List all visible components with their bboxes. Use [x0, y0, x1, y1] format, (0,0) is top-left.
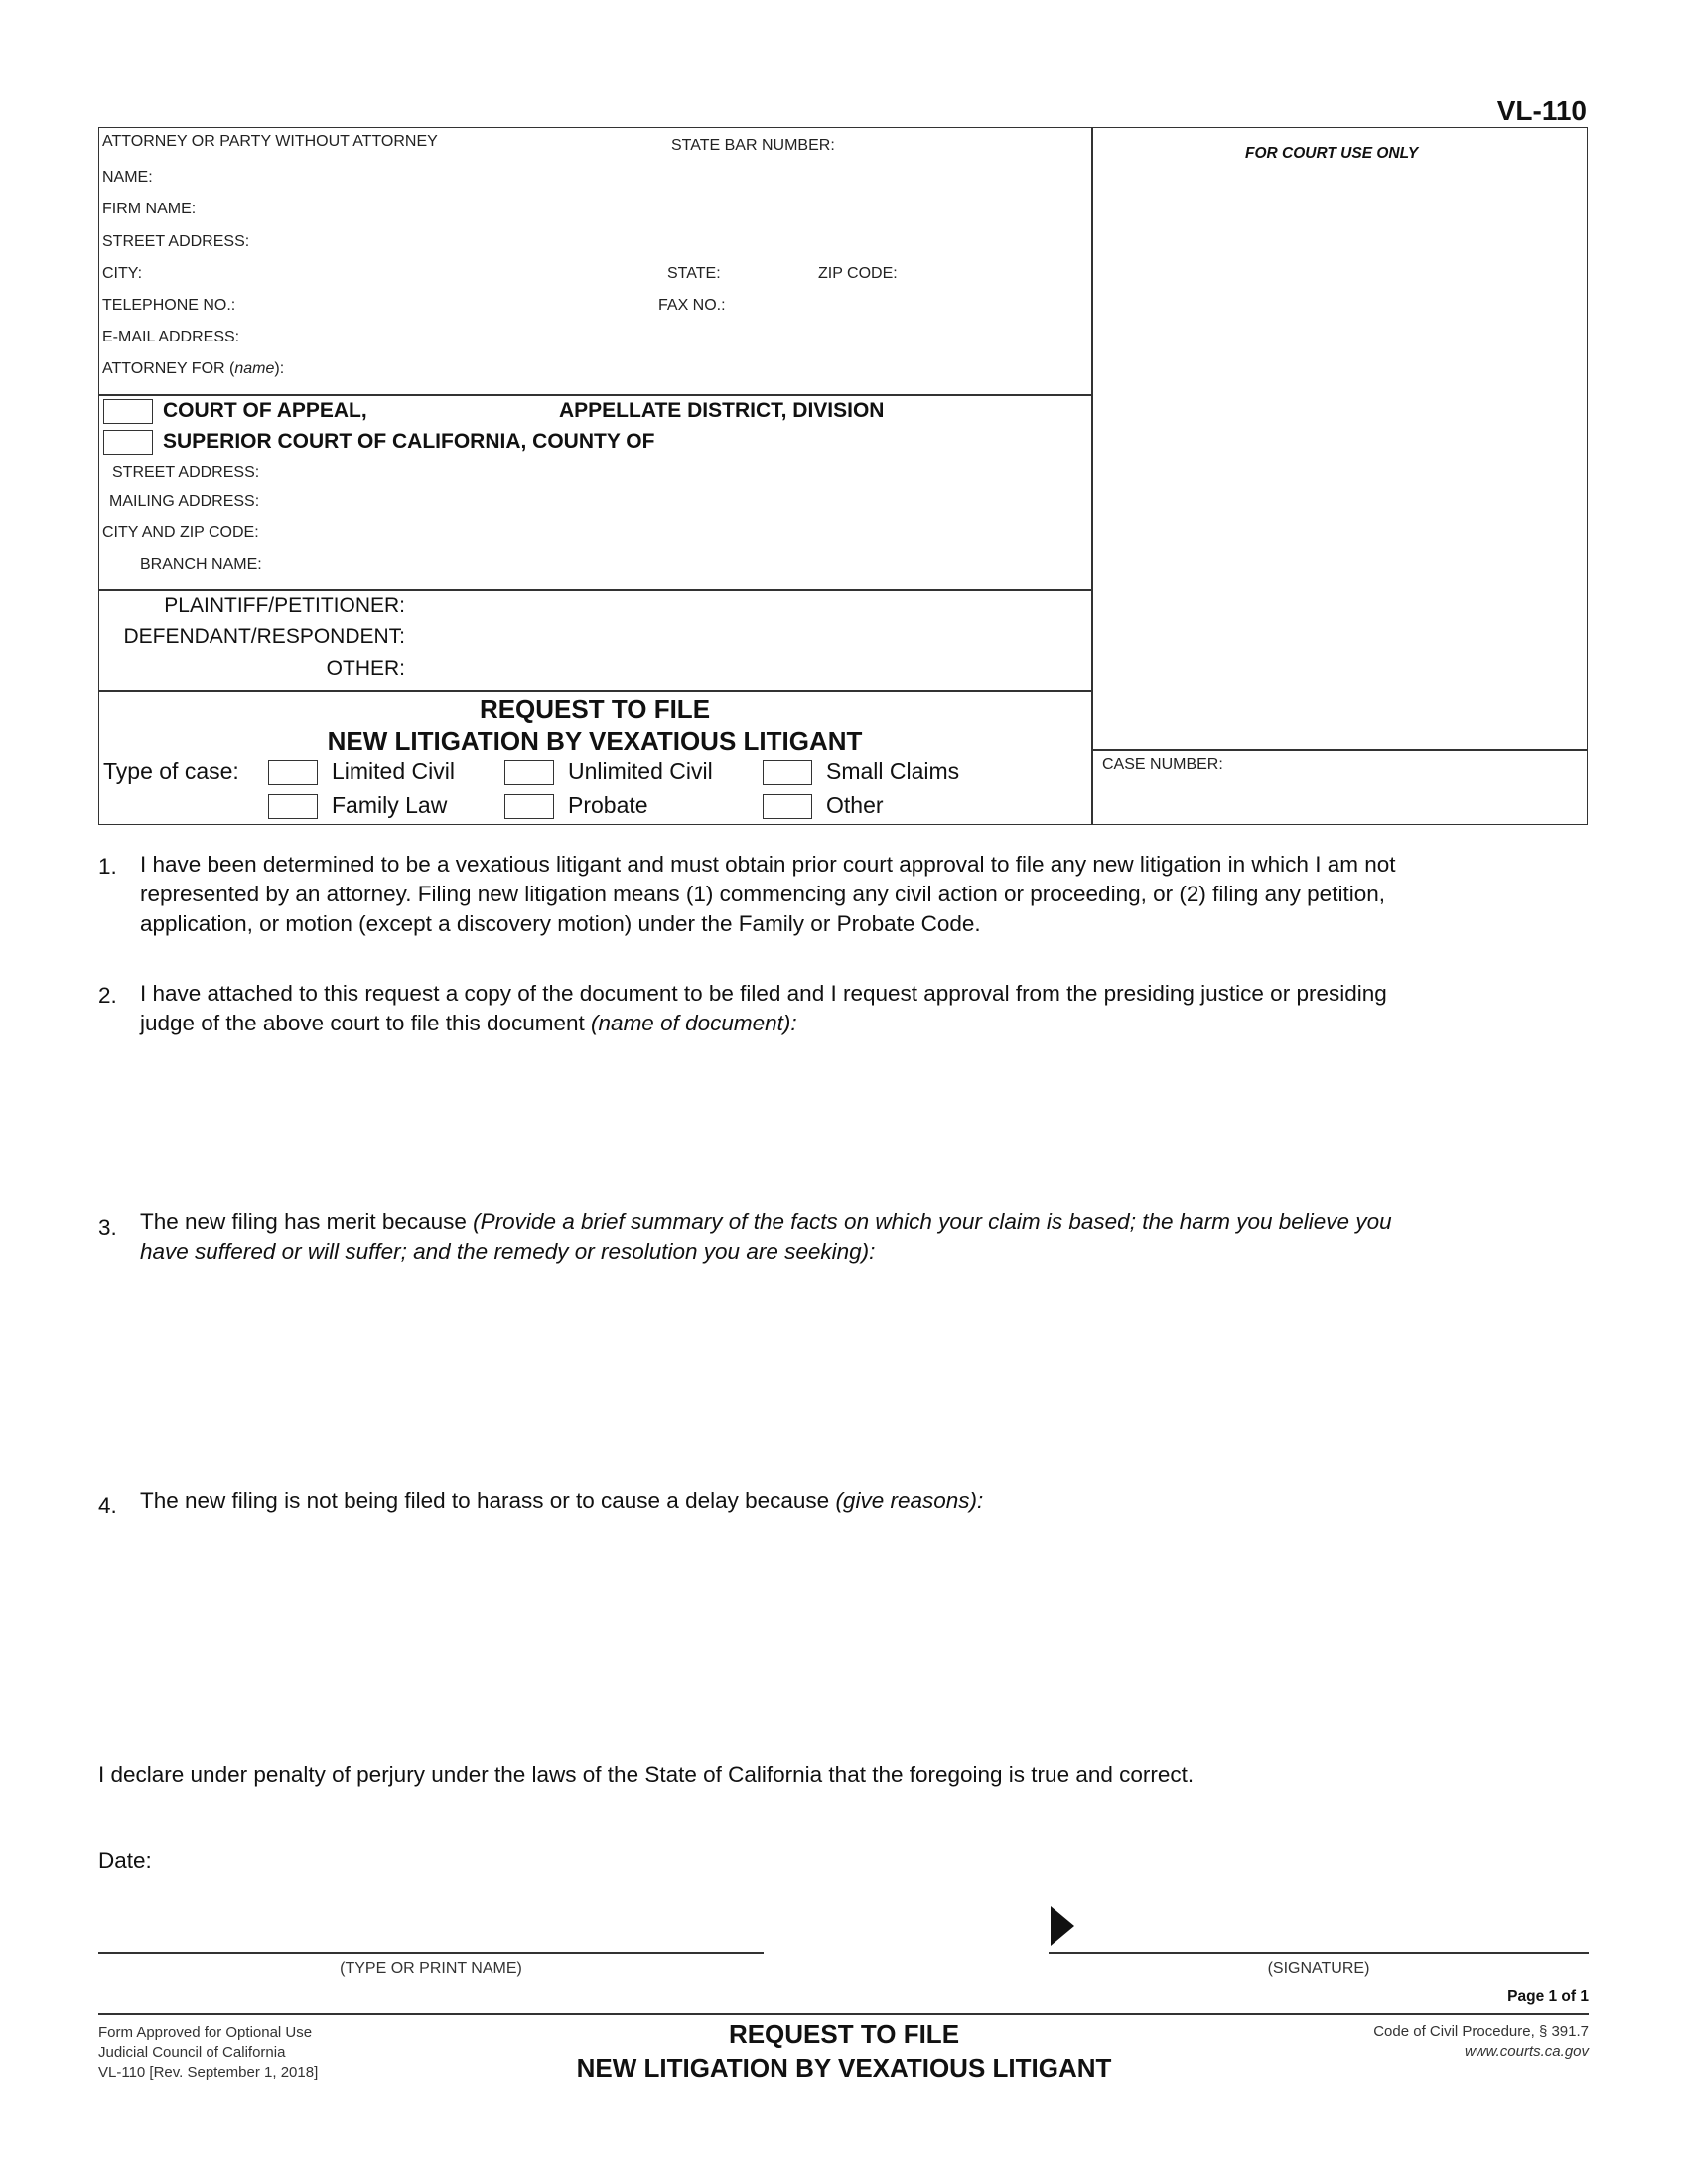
appellate-district-label: APPELLATE DISTRICT, DIVISION: [559, 399, 885, 422]
court-of-appeal-checkbox[interactable]: [103, 399, 153, 424]
form-title-line2: NEW LITIGATION BY VEXATIOUS LITIGANT: [327, 726, 863, 755]
item-4-text: The new filing is not being filed to harass or to cause a delay because (give reasons):: [140, 1488, 984, 1513]
other-party-label: OTHER:: [326, 657, 405, 680]
footer-title-line2: NEW LITIGATION BY VEXATIOUS LITIGANT: [576, 2053, 1112, 2083]
firm-name-label: FIRM NAME:: [102, 201, 197, 217]
zip-code-label: ZIP CODE:: [818, 265, 898, 282]
item-3-number: 3.: [98, 1215, 117, 1240]
caption-divider-vertical: [1091, 127, 1093, 825]
plaintiff-label: PLAINTIFF/PETITIONER:: [164, 594, 405, 616]
footer-title-line1: REQUEST TO FILE: [728, 2019, 960, 2049]
state-label: STATE:: [667, 265, 721, 282]
name-label: NAME:: [102, 169, 153, 186]
footer-website-link[interactable]: www.courts.ca.gov: [1464, 2043, 1589, 2060]
item-2-text: I have attached to this request a copy of the document to be filed and I request approval from the presiding justice or presiding judge of the above court to file this document (name of document):: [140, 981, 1387, 1035]
item-1-number: 1.: [98, 854, 117, 879]
court-branch-name-label: BRANCH NAME:: [140, 556, 262, 573]
page-number: Page 1 of 1: [1507, 1988, 1589, 2005]
other-case-checkbox[interactable]: [763, 794, 812, 819]
date-label: Date:: [98, 1848, 152, 1873]
small-claims-label: Small Claims: [826, 758, 960, 784]
form-title-line1: REQUEST TO FILE: [479, 694, 711, 724]
superior-court-checkbox[interactable]: [103, 430, 153, 455]
caption-divider-parties: [98, 690, 1091, 692]
family-law-checkbox[interactable]: [268, 794, 318, 819]
limited-civil-checkbox[interactable]: [268, 760, 318, 785]
signature-line[interactable]: [1049, 1952, 1589, 1954]
form-code: VL-110: [1496, 95, 1587, 126]
footer-rule: [98, 2013, 1589, 2015]
court-of-appeal-label: COURT OF APPEAL,: [163, 399, 367, 422]
court-city-zip-label: CITY AND ZIP CODE:: [102, 524, 259, 541]
signature-arrow-icon: [1049, 1904, 1076, 1948]
state-bar-number-label: STATE BAR NUMBER:: [671, 137, 835, 154]
footer-code-citation: Code of Civil Procedure, § 391.7: [1373, 2023, 1589, 2040]
caption-divider-court: [98, 589, 1091, 591]
signature-label: (SIGNATURE): [1267, 1960, 1370, 1977]
unlimited-civil-label: Unlimited Civil: [568, 758, 713, 784]
item-4-number: 4.: [98, 1493, 117, 1518]
court-use-only-label: FOR COURT USE ONLY: [1245, 145, 1419, 162]
attorney-for-label: ATTORNEY FOR (name):: [102, 360, 285, 377]
print-name-line[interactable]: [98, 1952, 764, 1954]
superior-court-label: SUPERIOR COURT OF CALIFORNIA, COUNTY OF: [163, 430, 655, 453]
caption-divider-attorney: [98, 394, 1091, 396]
email-label: E-MAIL ADDRESS:: [102, 329, 240, 345]
type-of-case-label: Type of case:: [103, 758, 239, 784]
limited-civil-label: Limited Civil: [332, 758, 455, 784]
attorney-heading: ATTORNEY OR PARTY WITHOUT ATTORNEY: [102, 133, 438, 150]
type-print-name-label: (TYPE OR PRINT NAME): [340, 1960, 522, 1977]
case-number-label: CASE NUMBER:: [1102, 756, 1223, 773]
probate-checkbox[interactable]: [504, 794, 554, 819]
item-3-text: The new filing has merit because (Provide a brief summary of the facts on which your claim is based; the harm you believe you have suffered or will suffer; and the remedy or resolution you are seeking):: [140, 1209, 1392, 1264]
street-address-label: STREET ADDRESS:: [102, 233, 250, 250]
family-law-label: Family Law: [332, 792, 448, 818]
court-street-address-label: STREET ADDRESS:: [112, 464, 260, 480]
footer-left: Form Approved for Optional Use Judicial Council of California VL-110 [Rev. September 1, 2018]: [98, 2024, 319, 2081]
defendant-label: DEFENDANT/RESPONDENT:: [123, 625, 405, 648]
small-claims-checkbox[interactable]: [763, 760, 812, 785]
telephone-label: TELEPHONE NO.:: [102, 297, 236, 314]
fax-label: FAX NO.:: [658, 297, 726, 314]
declaration-text: I declare under penalty of perjury under the laws of the State of California that the foregoing is true and correct.: [98, 1762, 1195, 1787]
caption-divider-case-number: [1091, 749, 1588, 751]
probate-label: Probate: [568, 792, 648, 818]
court-mailing-address-label: MAILING ADDRESS:: [109, 493, 260, 510]
other-case-label: Other: [826, 792, 884, 818]
item-2-number: 2.: [98, 983, 117, 1008]
unlimited-civil-checkbox[interactable]: [504, 760, 554, 785]
item-1-text: I have been determined to be a vexatious litigant and must obtain prior court approval to file any new litigation in which I am not represented by an attorney. Filing new litigation means (1) commencing any civil action or proceeding, or (2) filing any petition, application, or motion (except a discovery motion) under the Family or Probate Code.: [140, 852, 1396, 936]
city-label: CITY:: [102, 265, 143, 282]
